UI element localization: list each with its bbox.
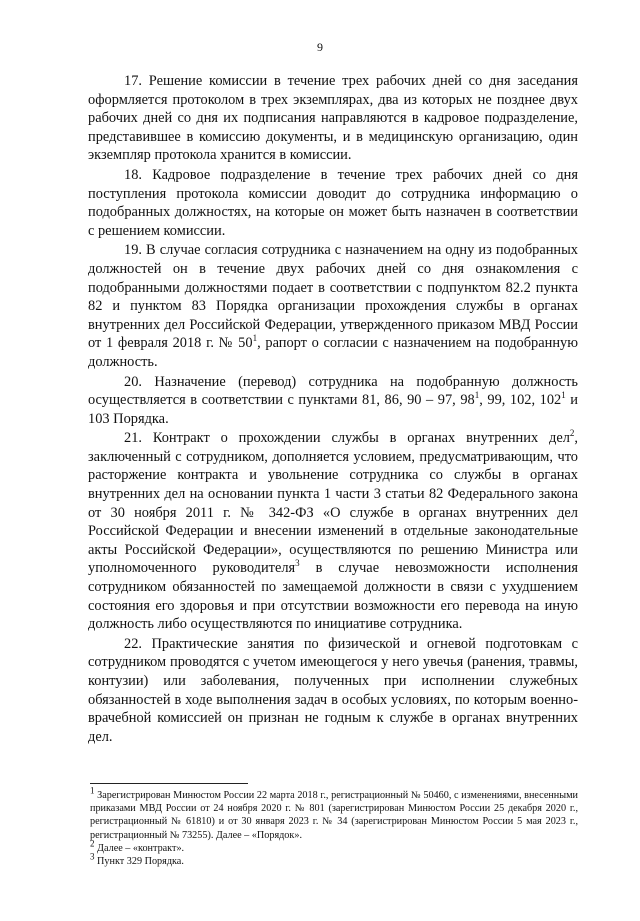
footnote-3 xyxy=(90,851,578,868)
footnote-separator xyxy=(90,783,248,784)
superscript-98-1: 1 xyxy=(474,390,480,401)
footnote-ref-2: 2 xyxy=(569,428,575,439)
paragraph-21-text-c: в случае невозможности исполнения сотрудником обязанностей по замещаемой должности в связи с ухудшением состояния его здоровья и при отсутствии возможности его перевода на иную должность либо осуществляются по инициативе сотрудника. xyxy=(88,560,578,633)
footnote-2 xyxy=(90,838,578,855)
paragraph-20 xyxy=(88,373,578,429)
superscript-102-1: 1 xyxy=(561,390,566,401)
paragraph-20-text-c: и 103 Порядка. xyxy=(88,392,578,427)
footnote-1-text: Зарегистрирован Минюстом России 22 марта 2018 г., регистрационный № 50460, с изменениями, внесенными приказами МВД России от 24 ноября 2020 г. № 801 (зарегистрирован Минюстом России 25 декабря 2020 г., регистрационный № 61810) и от 30 января 2023 г. № 34 (зарегистрирован Минюстом России 5 мая 2023 г., регистрационный № 73255). Далее – «Порядок». xyxy=(90,790,578,841)
footnote-mark-3: 3 xyxy=(90,851,95,862)
footnote-1 xyxy=(90,785,578,842)
document-body xyxy=(88,72,578,747)
footnote-3-text: Пункт 329 Порядка. xyxy=(94,856,184,868)
paragraph-19-text-b: , рапорт о согласии с назначением на подобранную должность. xyxy=(88,335,578,370)
paragraph-20-text-a: 20. Назначение (перевод) сотрудника на подобранную должность осуществляется в соответствии с пунктами 81, 86, 90 – 97, 98 xyxy=(88,373,578,409)
paragraph-21-text-a: 21. Контракт о прохождении службы в органах внутренних дел xyxy=(124,430,570,447)
footnote-ref-1: 1 xyxy=(252,333,258,344)
paragraph-22: 22. Практические занятия по физической и огневой подготовкам с сотрудником проводятся с учетом имеющегося у него увечья (ранения, травмы, контузии) или заболевания, полученных при исполнении служебных обязанностей в ходе выполнения задач в особых условиях, по которым военно-врачебной комиссией он признан не годным к службе в органах внутренних дел. xyxy=(88,635,578,745)
paragraph-17: 17. Решение комиссии в течение трех рабочих дней со дня заседания оформляется протоколом в трех экземплярах, два из которых не позднее двух рабочих дней со дня их подписания направляются в кадровое подразделение, представившее в комиссию документы, и в медицинскую организацию, один экземпляр протокола хранится в комиссии. xyxy=(88,73,578,164)
paragraph-18: 18. Кадровое подразделение в течение трех рабочих дней со дня поступления протокола комиссии доводит до сотрудника информацию о подобранных должностях, на которые он может быть назначен в соответствии с решением комиссии. xyxy=(88,166,578,239)
paragraph-20-text-b: , 99, 102, 102 xyxy=(479,392,562,409)
paragraph-19-text-a: 19. В случае согласия сотрудника с назначением на одну из подобранных должностей он в течение двух рабочих дней со дня ознакомления с подобранными должностями подает в соответствии с подпунктом 82.2 пункта 82 и пунктом 83 Порядка организации прохождения службы в органах внутренних дел Российской Федерации, утвержденного приказом МВД России от 1 февраля 2018 г. № 50 xyxy=(88,242,578,352)
paragraph-21 xyxy=(88,429,578,634)
footnote-ref-3: 3 xyxy=(295,558,300,569)
footnote-2-text: Далее – «контракт». xyxy=(94,842,185,854)
footnote-mark-1: 1 xyxy=(90,785,95,796)
paragraph-21-text-b: , заключенный с сотрудником, дополняется условием, предусматривающим, что расторжение контракта и увольнение сотрудника со службы в органах внутренних дел на основании пункта 1 части 3 статьи 82 Федерального закона от 30 ноября 2011 г. № 342-ФЗ «О службе в органах внутренних дел Российской Федерации и внесении изменений в отдельные законодательные акты Российской Федерации», осуществляются по решению Министра или уполномоченного руководителя xyxy=(88,430,578,577)
page-number: 9 xyxy=(317,40,323,54)
footnotes xyxy=(90,785,578,868)
footnote-mark-2: 2 xyxy=(90,838,95,849)
paragraph-19 xyxy=(88,241,578,371)
